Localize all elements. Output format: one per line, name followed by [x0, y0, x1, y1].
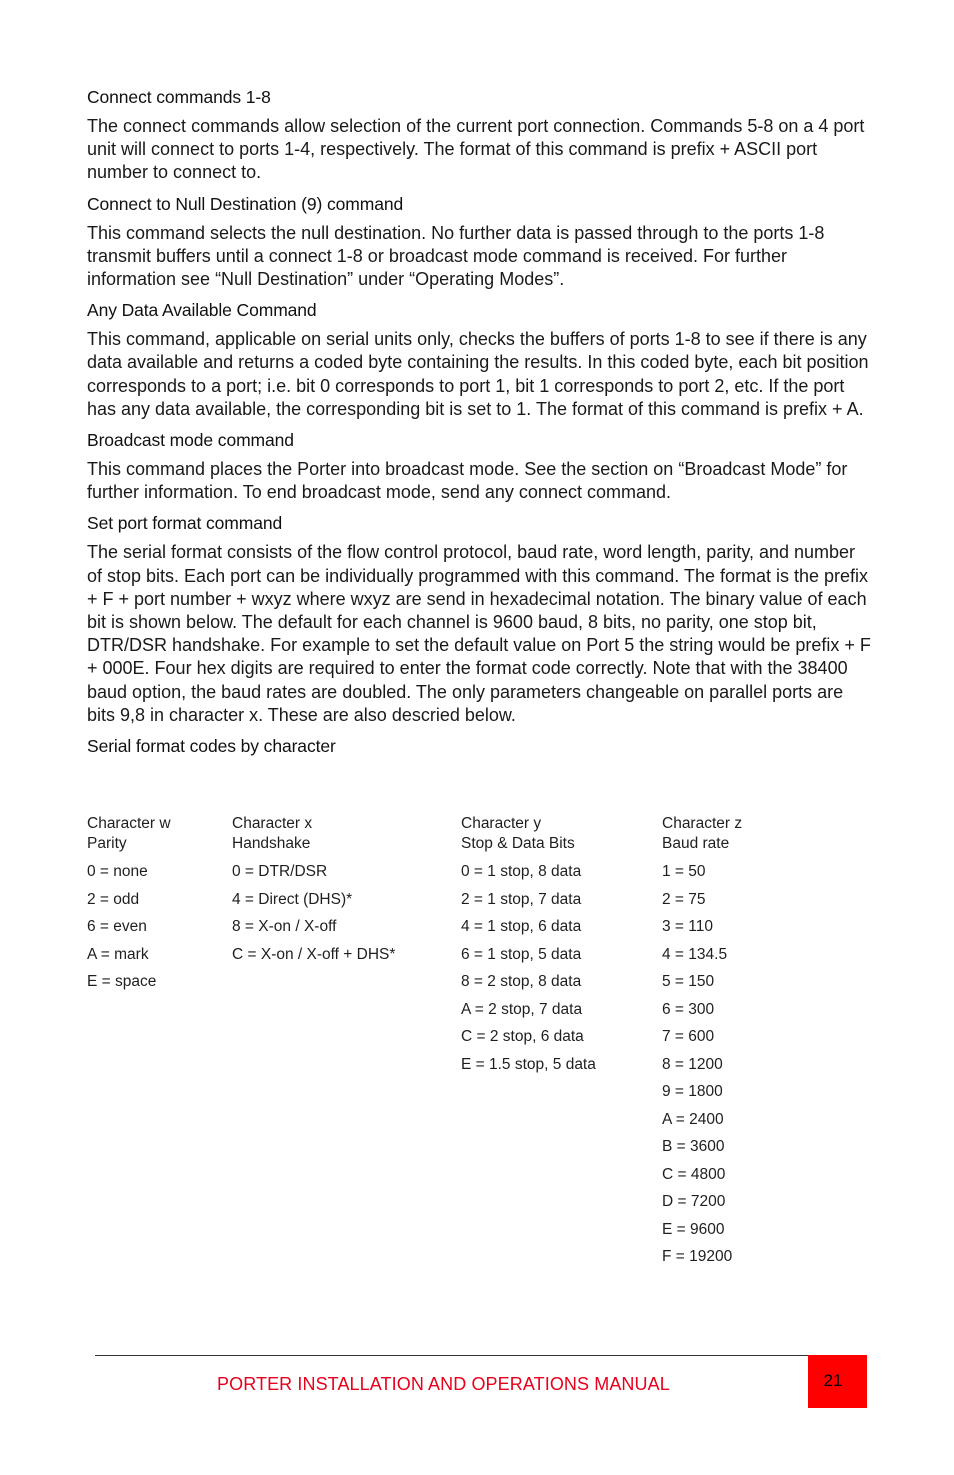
column-title: Character x	[232, 815, 313, 832]
footer-rule	[95, 1355, 810, 1356]
code-item: C = 2 stop, 6 data	[461, 1028, 584, 1045]
heading-serial-format-codes: Serial format codes by character	[87, 736, 336, 757]
code-item: C = X-on / X-off + DHS*	[232, 945, 396, 963]
code-item: 8 = 2 stop, 8 data	[461, 973, 582, 990]
code-item: A = mark	[87, 945, 149, 963]
page-number-box	[808, 1355, 867, 1408]
code-item: 9 = 1800	[662, 1083, 723, 1100]
code-item: 2 = 75	[662, 890, 706, 908]
para-null-destination: This command selects the null destination. No further data is passed through to the ports 1-8 transmit buffers until a connect 1-8 or broadcast mode command is received. For further information see “Null Destination” under “Operating Modes”.	[87, 222, 825, 290]
heading-broadcast-mode: Broadcast mode command	[87, 430, 294, 451]
codes-column-z	[662, 814, 742, 1275]
code-item: 6 = 300	[662, 1000, 715, 1018]
code-item: 0 = none	[87, 863, 148, 880]
format-codes-table	[87, 814, 872, 1274]
column-title: Character w	[87, 815, 171, 832]
code-item: 2 = 1 stop, 7 data	[461, 890, 582, 908]
code-item: A = 2 stop, 7 data	[461, 1000, 583, 1018]
codes-column-x	[232, 814, 395, 972]
heading-any-data-available: Any Data Available Command	[87, 300, 317, 321]
heading-null-destination: Connect to Null Destination (9) command	[87, 193, 404, 214]
footer-manual-title: PORTER INSTALLATION AND OPERATIONS MANUAL	[217, 1374, 670, 1394]
code-item: 0 = DTR/DSR	[232, 863, 328, 880]
para-connect-commands: The connect commands allow selection of the current port connection. Commands 5-8 on a 4 port unit will connect to ports 1-4, respectively. The format of this command is prefix + ASCII port number to connect to.	[87, 116, 865, 183]
column-header	[87, 814, 171, 854]
column-subtitle: Parity	[87, 835, 127, 852]
code-item: 2 = odd	[87, 890, 140, 908]
column-subtitle: Stop & Data Bits	[461, 835, 575, 852]
code-item: E = space	[87, 973, 157, 990]
codes-column-w	[87, 814, 171, 1000]
column-header	[232, 814, 395, 854]
code-item: F = 19200	[662, 1248, 733, 1265]
column-title: Character y	[461, 815, 542, 832]
code-item: 1 = 50	[662, 863, 706, 880]
heading-set-port-format: Set port format command	[87, 513, 283, 534]
code-item: 4 = 134.5	[662, 945, 728, 963]
code-item: B = 3600	[662, 1138, 725, 1155]
code-item: 0 = 1 stop, 8 data	[461, 863, 582, 880]
column-header	[662, 814, 742, 854]
code-item: 7 = 600	[662, 1028, 715, 1045]
code-item: 8 = X-on / X-off	[232, 918, 337, 935]
para-broadcast-mode: This command places the Porter into broadcast mode. See the section on “Broadcast Mode” for further information. To end broadcast mode, send any connect command.	[87, 459, 848, 503]
para-any-data-available: This command, applicable on serial units only, checks the buffers of ports 1-8 to see if there is any data available and returns a coded byte containing the results. In this coded byte, each bit position corresponds to a port; i.e. bit 0 corresponds to port 1, bit 1 corresponds to port 2, etc. If the port has any data available, the corresponding bit is set to 1. The format of this command is prefix + A.	[87, 329, 869, 419]
code-item: E = 1.5 stop, 5 data	[461, 1055, 596, 1073]
code-item: 6 = even	[87, 918, 147, 935]
code-item: 5 = 150	[662, 973, 715, 990]
code-item: 3 = 110	[662, 918, 713, 935]
code-item: D = 7200	[662, 1193, 726, 1210]
code-item: 8 = 1200	[662, 1055, 723, 1073]
para-set-port-format: The serial format consists of the flow control protocol, baud rate, word length, parity, and number of stop bits. Each port can be individually programmed with this command. The format is the prefix + F + port number + wxyz where wxyz are send in hexadecimal notation. The binary value of each bit is shown below. The default for each channel is 9600 baud, 8 bits, no parity, one stop bit, DTR/DSR handshake. For example to set the default value on Port 5 the string would be prefix + F + 000E. Four hex digits are required to enter the format code correctly. Note that with the 38400 baud option, the baud rates are doubled. The only parameters changeable on parallel ports are bits 9,8 in character x. These are also descried below.	[87, 542, 871, 725]
heading-connect-commands: Connect commands 1-8	[87, 87, 271, 107]
column-subtitle: Baud rate	[662, 835, 730, 852]
code-item: 6 = 1 stop, 5 data	[461, 945, 582, 963]
code-item: 4 = 1 stop, 6 data	[461, 918, 582, 935]
code-item: A = 2400	[662, 1110, 724, 1128]
column-title: Character z	[662, 815, 743, 832]
page-number: 21	[823, 1371, 843, 1390]
code-item: E = 9600	[662, 1220, 725, 1238]
page-content	[87, 86, 872, 764]
codes-column-y	[461, 814, 596, 1082]
code-item: 4 = Direct (DHS)*	[232, 890, 353, 908]
column-subtitle: Handshake	[232, 835, 311, 852]
code-item: C = 4800	[662, 1165, 726, 1183]
column-header	[461, 814, 596, 854]
